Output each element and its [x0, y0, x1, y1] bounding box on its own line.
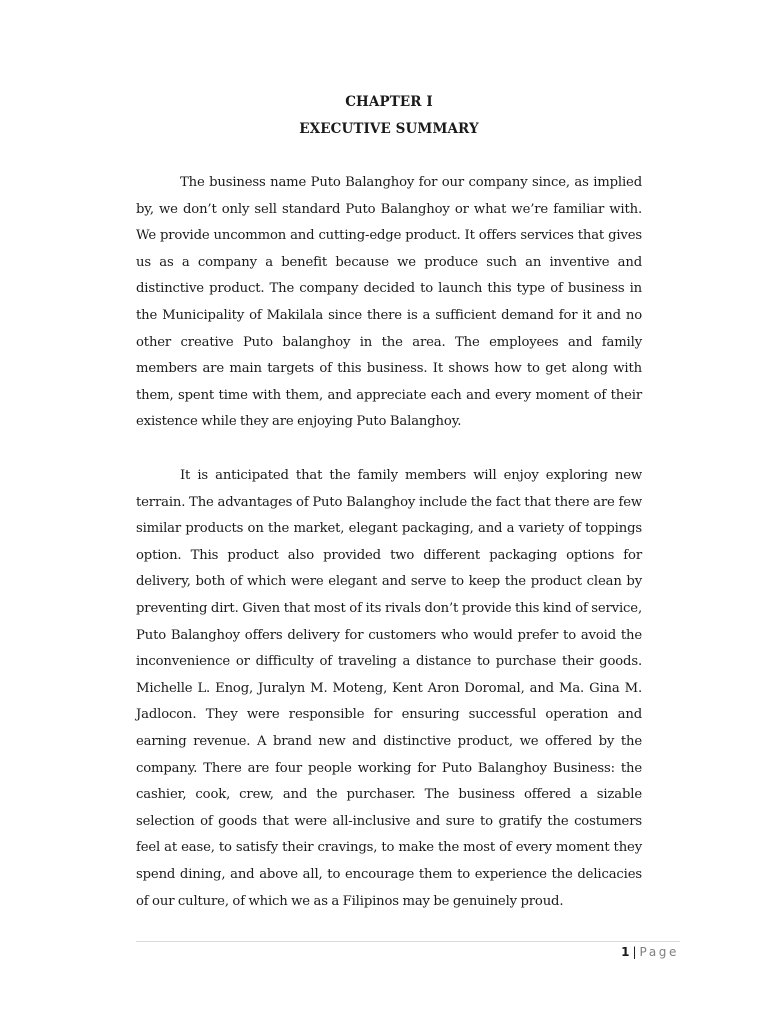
page-number-footer [621, 945, 679, 959]
page-label: Page [639, 945, 679, 959]
page-number: 1 [621, 945, 630, 959]
paragraph-1: The business name Puto Balanghoy for our company since, as implied by, we don’t only sell standard Puto Balanghoy or what we’re familiar with. We provide uncommon and cutting-edge product. It offers services that gives us as a company a benefit because we produce such an inventive and distinctive product. The company decided to launch this type of business in the Municipality of Makilala since there is a sufficient demand for it and no other creative Puto balanghoy in the area. The employees and family members are main targets of this business. It shows how to get along with them, spent time with them, and appreciate each and every moment of their existence while they are enjoying Puto Balanghoy. [136, 175, 642, 430]
page-separator: | [632, 945, 637, 959]
section-title: EXECUTIVE SUMMARY [299, 121, 479, 137]
footer-divider [136, 941, 680, 942]
chapter-heading: CHAPTER I [345, 94, 433, 110]
paragraph-2: It is anticipated that the family members will enjoy exploring new terrain. The advantages of Puto Balanghoy include the fact that there are few similar products on the market, elegant packaging, and a variety of toppings option. This product also provided two different packaging options for delivery, both of which were elegant and serve to keep the product clean by preventing dirt. Given that most of its rivals don’t provide this kind of service, Puto Balanghoy offers delivery for customers who would prefer to avoid the inconvenience or difficulty of traveling a distance to purchase their goods. Michelle L. Enog, Juralyn M. Moteng, Kent Aron Doromal, and Ma. Gina M. Jadlocon. They were responsible for ensuring successful operation and earning revenue. A brand new and distinctive product, we offered by the company. There are four people working for Puto Balanghoy Business: the cashier, cook, crew, and the purchaser. The business offered a sizable selection of goods that were all-inclusive and sure to gratify the costumers feel at ease, to satisfy their cravings, to make the most of every moment they spend dining, and above all, to encourage them to experience the delicacies of our culture, of which we as a Filipinos may be genuinely proud. [136, 468, 642, 909]
